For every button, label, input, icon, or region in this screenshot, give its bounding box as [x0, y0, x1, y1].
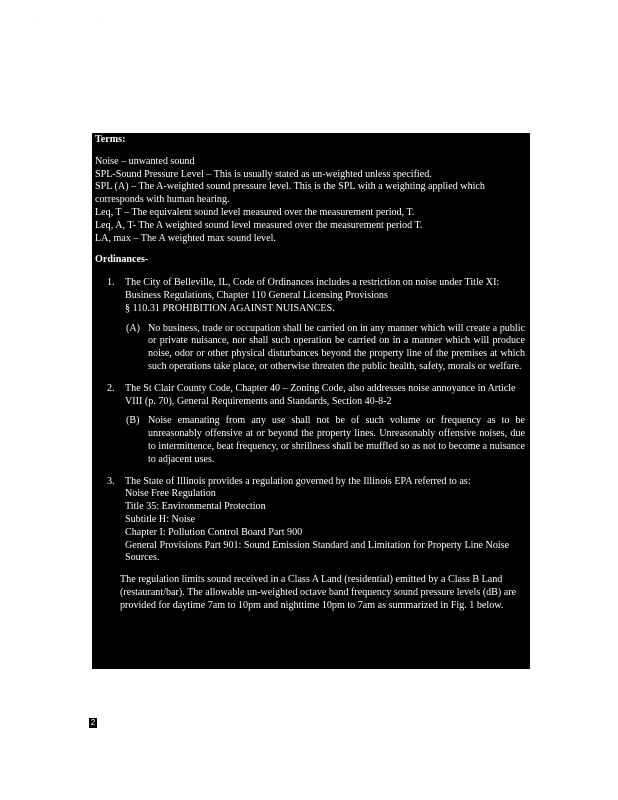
item-text: The State of Illinois provides a regulation governed by the Illinois EPA referred to as: [125, 475, 471, 487]
item-number: 1. [107, 277, 115, 289]
regulation-title: Title 35: Environmental Protection [125, 501, 266, 513]
ordinance-item-st-clair [95, 383, 527, 467]
terms-heading: Terms: [95, 134, 126, 145]
term-leq-a-t: Leq, A, T- The A weighted sound level measured over the measurement period T. [95, 219, 423, 231]
item-number: 3. [107, 475, 115, 487]
sub-clause-a [95, 323, 527, 374]
sub-clause-text: Noise emanating from any use shall not be of such volume or frequency as to be unreasonably offensive at or beyond the property lines. Unreasonably offensive noises, due to intermittence, beat frequency, or shrillness shall be muffled so as not to become a nuisance to adjacent uses. [148, 415, 525, 465]
term-spl-a: SPL (A) – The A-weighted sound pressure level. This is the SPL with a weighting applied which corresponds with human hearing. [95, 181, 485, 206]
term-leq-t: Leq, T – The equivalent sound level measured over the measurement period, T. [95, 206, 415, 218]
closing-paragraph: The regulation limits sound received in a Class A Land (residential) emitted by a Class B Land (restaurant/bar). The allowable un-weighted octave band frequency sound pressure levels (dB) are provided for daytime 7am to 10pm and nighttime 10pm to 7am as summarized in Fig. 1 below. [120, 574, 517, 611]
sub-clause-label: (A) [126, 322, 141, 334]
term-la-max: LA, max – The A weighted max sound level. [95, 232, 276, 244]
item-text: The City of Belleville, IL, Code of Ordinances includes a restriction on noise under Title XI: Business Regulations, Chapter 110 General Licensing Provisions [125, 277, 500, 301]
sub-clause-label: (B) [126, 415, 140, 427]
sub-clause-text: No business, trade or occupation shall be carried on in any manner which will create a public or private nuisance, nor shall such operation be carried on in a manner which will produce noise, odor or other physical disturbances beyond the property line of the premises at which such operations take place, or otherwise threaten the public health, safety, morals or welfare. [148, 322, 525, 372]
ordinances-heading: Ordinances- [95, 254, 149, 266]
regulation-subtitle: Subtitle H: Noise [125, 513, 196, 525]
term-noise: Noise – unwanted sound [95, 155, 195, 167]
page-number: 2 [90, 718, 96, 727]
term-spl: SPL-Sound Pressure Level – This is usually stated as un-weighted unless specified. [95, 168, 432, 180]
document-body [92, 133, 530, 669]
item-text: The St Clair County Code, Chapter 40 – Zoning Code, also addresses noise annoyance in Article VIII (p. 70), General Requirements and Standards, Section 40-8-2 [125, 382, 516, 407]
terms-list [95, 156, 527, 246]
ordinance-item-illinois [95, 476, 527, 566]
item-number: 2. [107, 382, 115, 394]
ordinance-item-belleville [95, 277, 527, 374]
item-section: § 110.31 PROHIBITION AGAINST NUISANCES. [125, 302, 335, 314]
scan-specks: ' ' [38, 20, 126, 25]
regulation-name: Noise Free Regulation [125, 488, 216, 500]
regulation-chapter: Chapter I: Pollution Control Board Part 900 [125, 526, 303, 538]
sub-clause-b [95, 415, 527, 466]
regulation-part: General Provisions Part 901: Sound Emission Standard and Limitation for Property Line Noise Sources. [125, 539, 510, 564]
